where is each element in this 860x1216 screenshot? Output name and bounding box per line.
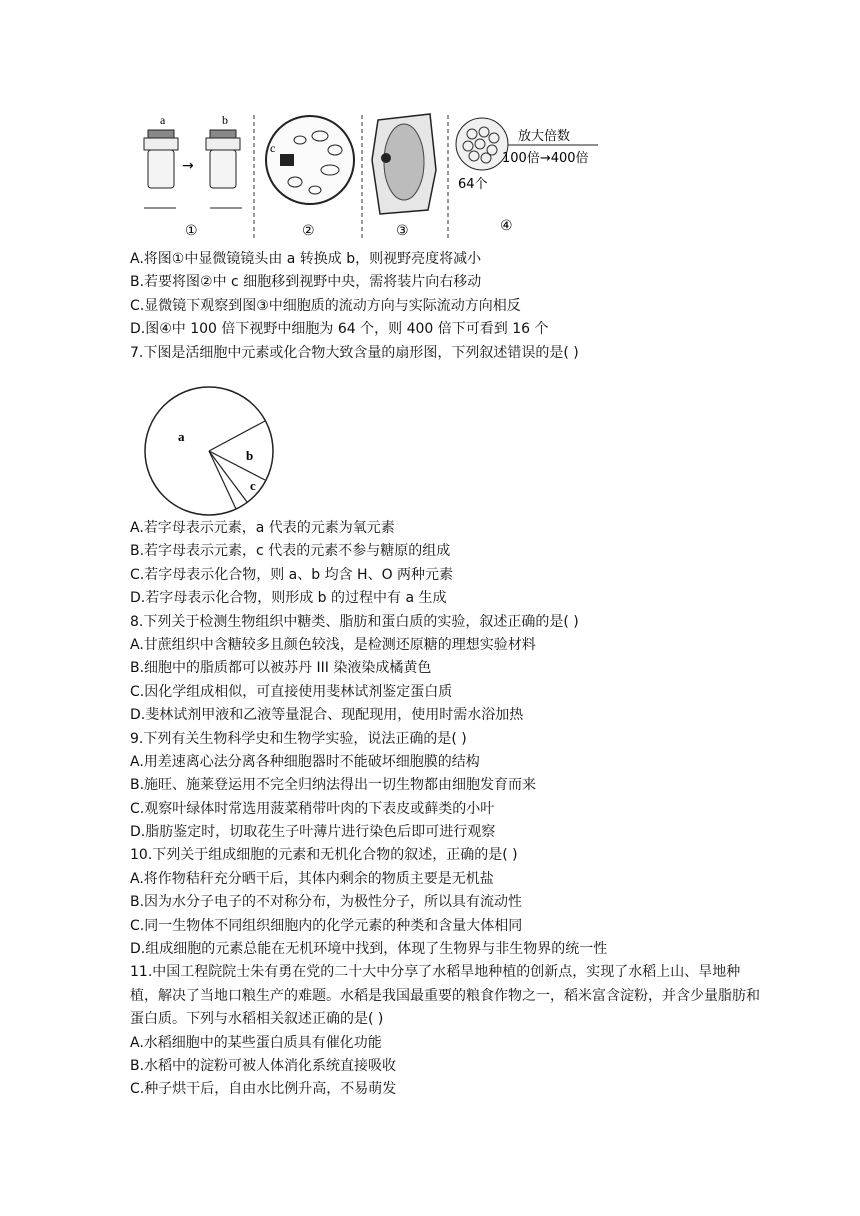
q6-option-d: D.图④中 100 倍下视野中细胞为 64 个，则 400 倍下可看到 16 个 (130, 321, 549, 338)
q10-stem: 10.下列关于组成细胞的元素和无机化合物的叙述，正确的是( ) (130, 847, 518, 864)
q7-option-b: B.若字母表示元素，c 代表的元素不参与糖原的组成 (130, 543, 451, 560)
arrow-icon: → (182, 158, 194, 174)
pie-label-a: a (178, 429, 185, 444)
panel-3-label: ③ (396, 223, 409, 239)
q6-option-b: B.若要将图②中 c 细胞移到视野中央，需将装片向右移动 (130, 274, 482, 291)
q8-option-d: D.斐林试剂甲液和乙液等量混合、现配现用，使用时需水浴加热 (130, 707, 524, 724)
q10-option-c: C.同一生物体不同组织细胞内的化学元素的种类和含量大体相同 (130, 917, 523, 934)
panel-2-field (266, 116, 354, 239)
panel-2-label: ② (302, 223, 315, 239)
q9-option-d: D.脂肪鉴定时，切取花生子叶薄片进行染色后即可进行观察 (130, 824, 496, 841)
q7-option-c: C.若字母表示化合物，则 a、b 均含 H、O 两种元素 (130, 566, 454, 583)
magnify-title: 放大倍数 (518, 129, 571, 144)
q9-option-c: C.观察叶绿体时常选用菠菜稍带叶肉的下表皮或藓类的小叶 (130, 800, 495, 817)
q8-option-c: C.因化学组成相似，可直接使用斐林试剂鉴定蛋白质 (130, 683, 453, 700)
panel-4-count (456, 118, 598, 234)
q8-option-a: A.甘蔗组织中含糖较多且颜色较浅，是检测还原糖的理想实验材料 (130, 636, 536, 653)
q8-stem: 8.下列关于检测生物组织中糖类、脂肪和蛋白质的实验，叙述正确的是( ) (130, 613, 579, 630)
q6-option-a: A.将图①中显微镜镜头由 a 转换成 b，则视野亮度将减小 (130, 251, 482, 267)
questions-block (130, 517, 760, 1102)
q6-option-c: C.显微镜下观察到图③中细胞质的流动方向与实际流动方向相反 (130, 297, 521, 314)
microscope-figure (130, 110, 630, 245)
q8-option-b: B.细胞中的脂质都可以被苏丹 III 染液染成橘黄色 (130, 660, 432, 677)
count-label: 64个 (458, 177, 488, 192)
pie-label-b: b (246, 448, 254, 463)
panel-1-label: ① (185, 223, 198, 239)
q9-option-b: B.施旺、施莱登运用不完全归纳法得出一切生物都由细胞发育而来 (130, 777, 537, 794)
q11-stem: 11.中国工程院院士朱有勇在党的二十大中分享了水稻旱地种植的创新点，实现了水稻上山、旱地种植，解决了当地口粮生产的难题。水稻是我国最重要的粮食作物之一，稻米富含淀粉，并含少量脂肪和蛋白质。下列与水稻相关叙述正确的是( ) (130, 964, 760, 1028)
pie-figure (138, 386, 280, 516)
magnify-values: 100倍→400倍 (502, 151, 589, 166)
cell-c-label: c (270, 141, 276, 155)
q9-option-a: A.用差速离心法分离各种细胞器时不能破坏细胞膜的结构 (130, 753, 480, 770)
q11-option-b: B.水稻中的淀粉可被人体消化系统直接吸收 (130, 1058, 397, 1075)
lens-a-label: a (160, 113, 166, 127)
panel-3-cell (372, 114, 436, 239)
q9-stem: 9.下列有关生物科学史和生物学实验，说法正确的是( ) (130, 730, 467, 747)
q10-option-d: D.组成细胞的元素总能在无机环境中找到，体现了生物界与非生物界的统一性 (130, 941, 608, 958)
q6-block (130, 248, 760, 365)
panel-4-label: ④ (500, 218, 513, 234)
panel-1-objectives (144, 113, 242, 239)
q7-stem: 7.下图是活细胞中元素或化合物大致含量的扇形图，下列叙述错误的是( ) (130, 344, 579, 361)
q11-option-c: C.种子烘干后，自由水比例升高，不易萌发 (130, 1081, 397, 1098)
q10-option-b: B.因为水分子电子的不对称分布，为极性分子，所以具有流动性 (130, 894, 523, 911)
q10-option-a: A.将作物秸秆充分晒干后，其体内剩余的物质主要是无机盐 (130, 870, 494, 887)
lens-b-label: b (222, 113, 228, 127)
q7-option-d: D.若字母表示化合物，则形成 b 的过程中有 a 生成 (130, 590, 447, 607)
pie-label-c: c (250, 478, 256, 493)
q7-option-a: A.若字母表示元素，a 代表的元素为氧元素 (130, 520, 395, 536)
q11-option-a: A.水稻细胞中的某些蛋白质具有催化功能 (130, 1034, 382, 1051)
